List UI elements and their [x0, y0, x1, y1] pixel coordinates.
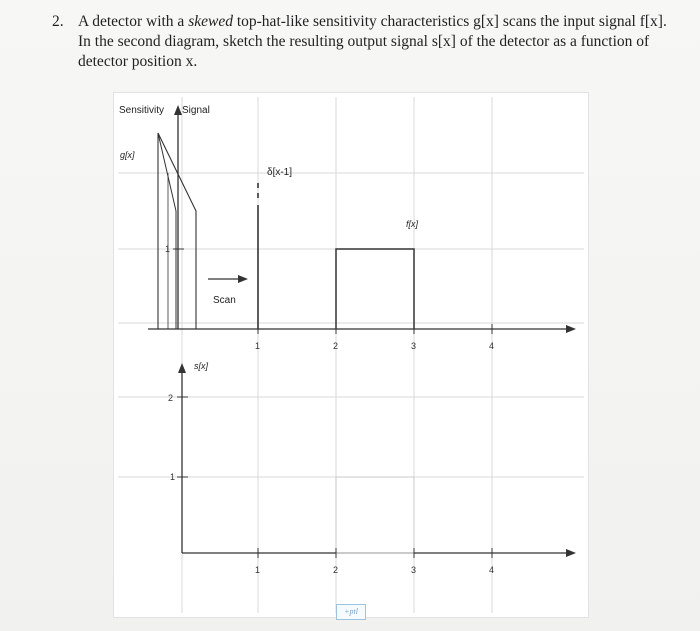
bottom-x-tick-label: 2 — [333, 565, 339, 575]
f-rect — [336, 249, 414, 329]
f-label: f[x] — [406, 219, 419, 229]
top-y-axis-arrow — [174, 105, 182, 115]
bottom-y-tick-label: 2 — [168, 393, 174, 403]
bottom-x-tick-label: 1 — [255, 565, 261, 575]
figure-panel — [113, 92, 589, 618]
problem-number: 2. — [52, 13, 64, 30]
figure-svg — [114, 93, 588, 617]
grid — [118, 97, 584, 613]
pen-stamp: +ptl — [336, 604, 366, 620]
problem-body — [78, 12, 668, 72]
top-x-tick-label: 2 — [333, 341, 339, 351]
bottom-x-tick-label: 3 — [411, 565, 417, 575]
problem-text-b: top-hat-like sensitivity characteristics g[x] scans the input signal f[x]. In the second diagram, sketch the resulting output signal s[x] of the detector as a function of detector position x. — [78, 13, 667, 70]
problem-text-a: A detector with a — [78, 13, 189, 30]
scan-label: Scan — [213, 295, 236, 306]
top-x-axis-arrow — [566, 325, 576, 333]
bottom-x-tick-label: 4 — [489, 565, 495, 575]
signal-label: Signal — [182, 105, 210, 116]
top-x-tick-label: 4 — [489, 341, 495, 351]
top-x-tick-label: 3 — [411, 341, 417, 351]
delta-label: δ[x-1] — [267, 167, 293, 178]
bottom-x-axis-arrow — [566, 549, 576, 557]
scan-arrow-head — [238, 275, 248, 283]
g-shape-slope — [158, 133, 176, 211]
g-label: g[x] — [120, 150, 135, 160]
bottom-y-tick-label: 1 — [170, 472, 176, 482]
s-label: s[x] — [194, 361, 209, 371]
g-shape-outer — [158, 133, 196, 329]
faint-output-box — [336, 477, 414, 553]
sensitivity-label: Sensitivity — [119, 105, 165, 116]
top-y-tick-label: 1 — [165, 244, 171, 254]
problem-text-em: skewed — [188, 13, 233, 30]
top-x-tick-label: 1 — [255, 341, 261, 351]
bottom-y-axis-arrow — [178, 363, 186, 373]
